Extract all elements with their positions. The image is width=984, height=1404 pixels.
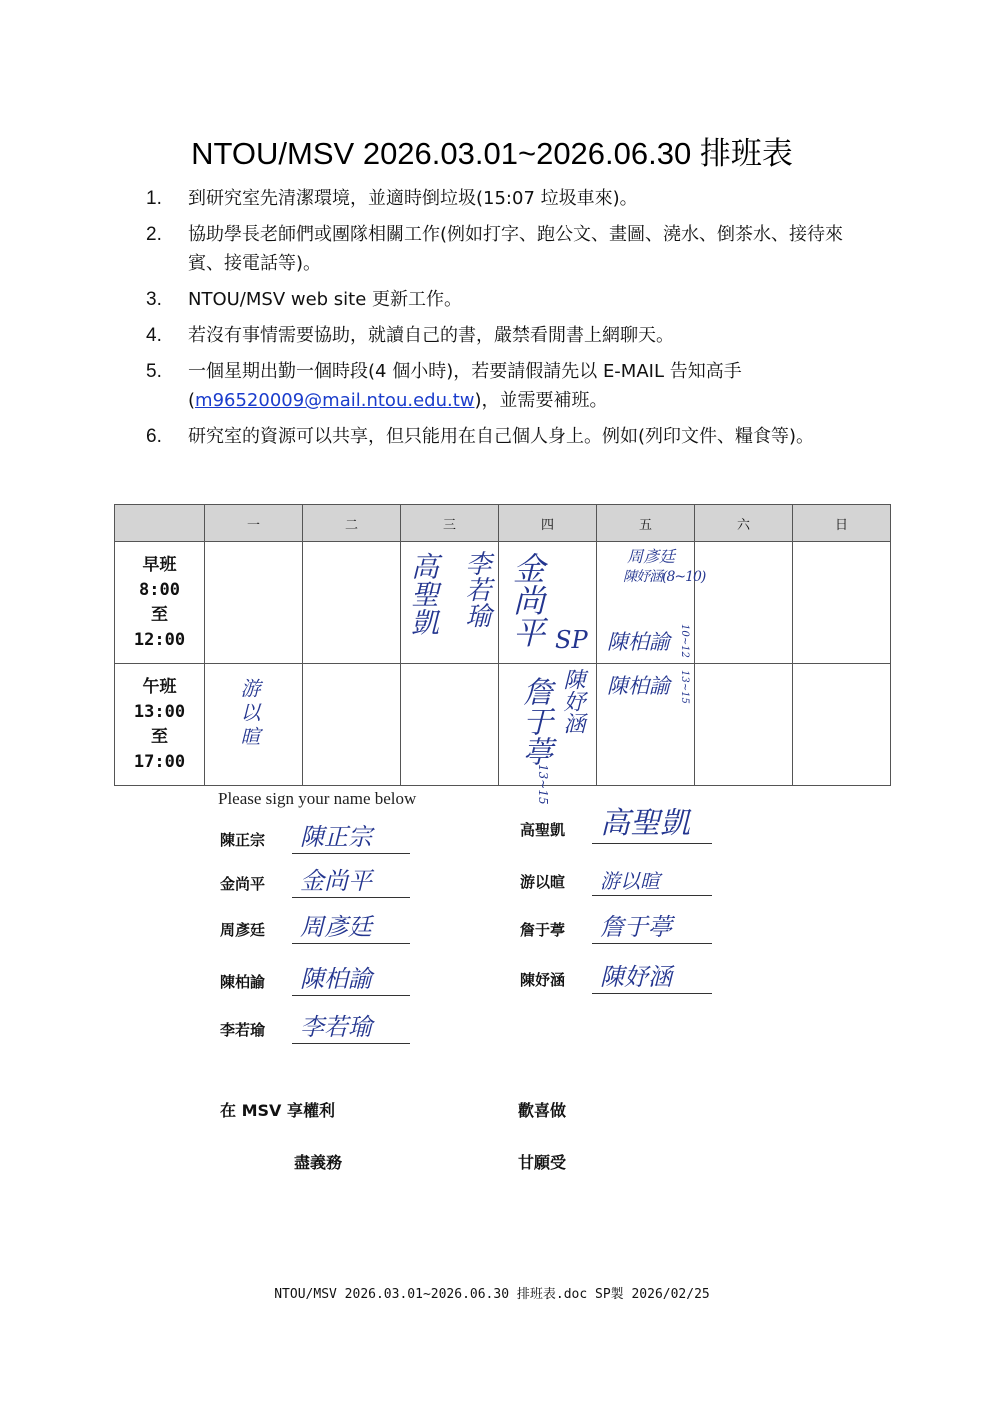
rule-item [146,220,846,278]
handwritten-note: SP [555,626,588,654]
handwritten-signature: 陳柏諭 [300,965,372,993]
handwritten-signature: 李若瑜 [300,1013,372,1041]
rule-item [146,422,846,451]
day-header-tue: 二 [303,505,401,542]
rule-item [146,184,846,213]
rule-text: 若沒有事情需要協助，就讀自己的書，嚴禁看閒書上網聊天。 [188,325,674,346]
handwritten-note: 13~15 [679,670,690,704]
sign-prompt: Please sign your name below [218,789,417,808]
cell-sun-am [793,542,891,664]
signature-line [292,943,410,944]
morning-shift-label [115,542,205,664]
signature-field [220,904,410,944]
cell-mon-am [205,542,303,664]
rule-item [146,321,846,350]
handwritten-name: 陳柏諭 [607,630,670,654]
shift-name: 午班 [142,676,177,697]
handwritten-signature: 高聖凱 [600,806,690,841]
signature-field [220,956,410,996]
shift-end: 12:00 [133,629,186,650]
signature-line [592,843,712,844]
rule-number: 2. [146,224,162,245]
rule-text-after: )，並需要補班。 [474,390,608,411]
shift-name: 早班 [142,554,177,575]
handwritten-name: 陳柏諭 [607,674,670,698]
rule-item [146,357,846,415]
shift-start: 8:00 [139,579,180,600]
signature-label: 高聖凱 [520,821,566,839]
rule-text: 研究室的資源可以共享，但只能用在自己個人身上。例如(列印文件、糧食等)。 [188,426,815,447]
handwritten-signature: 詹于葶 [600,913,672,941]
cell-wed-am [401,542,499,664]
cell-sun-pm [793,664,891,786]
page-footer: NTOU/MSV 2026.03.01~2026.06.30 排班表.doc SP製 2026/02/25 [274,1287,710,1302]
rule-text: 到研究室先清潔環境，並適時倒垃圾(15:07 垃圾車來)。 [188,188,638,209]
rule-number: 6. [146,426,162,447]
day-header-sat: 六 [695,505,793,542]
handwritten-signature: 陳妤涵 [600,963,672,991]
signature-line [292,853,410,854]
signature-line [292,897,410,898]
signature-field [520,804,712,844]
signature-field [520,954,712,994]
handwritten-name: 李若瑜 [461,550,491,628]
cell-fri-pm [597,664,695,786]
rule-text: 協助學長老師們或團隊相關工作(例如打字、跑公文、畫圖、澆水、倒茶水、接待來賓、接電話等)。 [188,224,844,274]
rule-number: 4. [146,325,162,346]
morning-row [115,542,891,664]
cell-sat-am [695,542,793,664]
shift-to: 至 [151,726,168,747]
handwritten-signature: 金尚平 [300,867,372,895]
signature-label: 李若瑜 [220,1021,266,1039]
signature-label: 金尚平 [220,875,266,893]
motto-left-1: 在 MSV 享權利 [220,1101,335,1120]
cell-mon-pm [205,664,303,786]
handwritten-signature: 陳正宗 [300,823,372,851]
shift-to: 至 [151,604,168,625]
signature-field [220,858,410,898]
signature-field [520,856,712,896]
handwritten-name: 詹于葶 [517,676,552,766]
signature-label: 陳正宗 [220,831,266,849]
shift-end: 17:00 [133,751,186,772]
handwritten-name: 陳妤涵 [560,668,585,734]
cell-fri-am [597,542,706,664]
signature-label: 游以暄 [520,873,566,891]
corner-cell [115,505,205,542]
cell-thu-pm [499,664,597,805]
rule-number: 1. [146,188,162,209]
email-link[interactable]: m96520009@mail.ntou.edu.tw [195,390,475,411]
day-header-wed: 三 [401,505,499,542]
motto-right-1: 歡喜做 [518,1101,567,1120]
handwritten-note: 10~12 [679,624,690,658]
rule-item [146,285,846,314]
rule-text: NTOU/MSV web site 更新工作。 [188,289,463,310]
cell-tue-am [303,542,401,664]
handwritten-signature: 周彥廷 [300,913,372,941]
rule-text-before: 一個星期出勤一個時段(4 個小時)，若要請假請先以 E-MAIL 告知高手( [188,361,742,411]
cell-wed-pm [401,664,499,786]
handwritten-name: 陳妤涵(8~10) [623,569,706,585]
handwritten-name: 周彥廷 [627,547,676,566]
day-header-mon: 一 [205,505,303,542]
afternoon-row [115,664,891,786]
motto-left-2: 盡義務 [294,1153,343,1172]
day-header-thu: 四 [499,505,597,542]
signature-line [592,993,712,994]
handwritten-note: 13~15 [536,764,550,805]
cell-thu-am [499,542,597,664]
signature-label: 詹于葶 [520,921,566,939]
signature-line [592,943,712,944]
signature-label: 陳妤涵 [520,971,566,989]
handwritten-name: 游以暄 [237,678,261,750]
afternoon-shift-label [115,664,205,786]
signature-label: 周彥廷 [220,921,266,939]
handwritten-name: 金尚平 [508,552,546,648]
handwritten-name: 高聖凱 [407,552,440,636]
signature-field [520,904,712,944]
signature-field [220,1004,410,1044]
cell-sat-pm [695,664,793,786]
signature-label: 陳柏諭 [220,973,266,991]
day-header-fri: 五 [597,505,695,542]
rules-list [146,184,846,458]
signature-field [220,814,410,854]
rule-number: 5. [146,361,162,382]
handwritten-signature: 游以暄 [600,869,660,893]
shift-start: 13:00 [133,701,186,722]
signature-line [292,995,410,996]
signature-line [292,1043,410,1044]
rule-number: 3. [146,289,162,310]
page-title: NTOU/MSV 2026.03.01~2026.06.30 排班表 [191,136,793,171]
cell-tue-pm [303,664,401,786]
signature-line [592,895,712,896]
day-header-sun: 日 [793,505,891,542]
motto-right-2: 甘願受 [518,1153,567,1172]
